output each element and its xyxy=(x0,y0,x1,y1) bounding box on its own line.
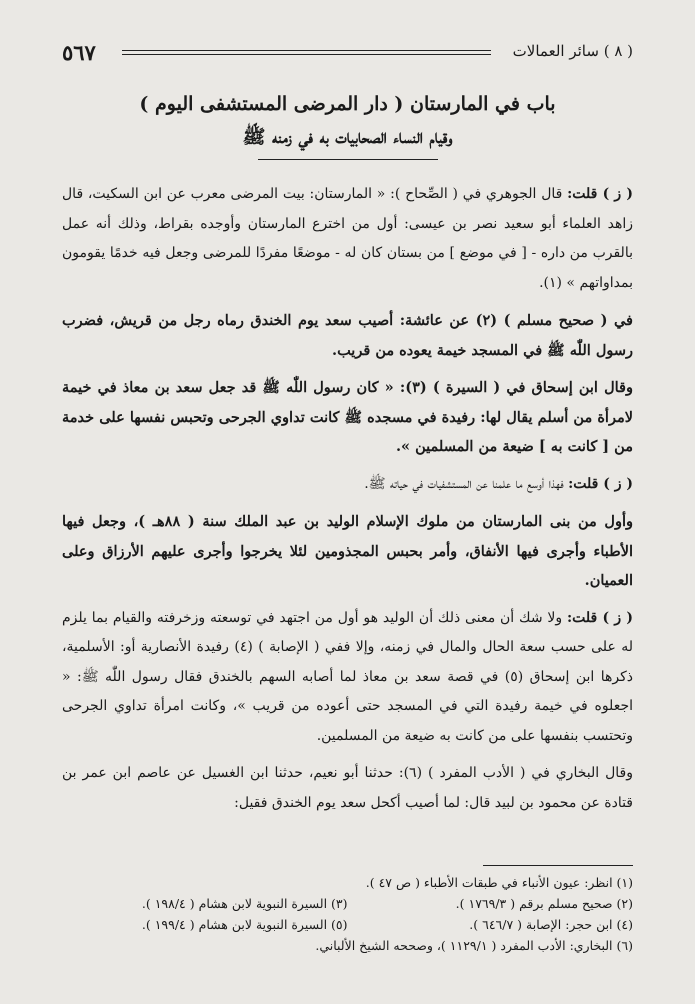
page-number: ٥٦٧ xyxy=(62,40,96,65)
chapter-title-line-1: باب في المارستان ( دار المرضى المستشفى اليوم ) xyxy=(139,93,556,115)
footnote-5: (٥) السيرة النبوية لابن هشام ( ١٩٩/٤ ). xyxy=(141,917,348,932)
header-double-rule xyxy=(122,50,491,55)
running-title: ( ٨ ) سائر العمالات xyxy=(512,42,633,60)
footnote-row xyxy=(62,914,633,935)
paragraph-6 xyxy=(62,604,633,752)
footnote-4: (٤) ابن حجر: الإصابة ( ٦٤٦/٧ ). xyxy=(469,917,633,932)
paragraph-text: وأول من بنى المارستان من ملوك الإسلام الوليد بن عبد الملك سنة ( ٨٨هـ )، وجعل فيها الأطباء وأجرى فيها الأنفاق، وأمر بحبس المجذومين لئلا يخرجوا وأجرى عليهم الأرزاق وعلى العميان. xyxy=(62,513,633,589)
paragraph-4 xyxy=(62,470,633,500)
footnotes xyxy=(62,865,633,956)
paragraph-1 xyxy=(62,180,633,298)
paragraph-2 xyxy=(62,306,633,365)
body-text xyxy=(62,180,633,826)
chapter-title xyxy=(60,88,635,154)
footnote-2: (٢) صحيح مسلم برقم ( ١٧٦٩/٣ ). xyxy=(455,896,633,911)
page-header xyxy=(62,38,633,68)
footnote-1: (١) انظر: عيون الأنباء في طبقات الأطباء ( ص ٤٧ ). xyxy=(365,875,633,890)
footnote-row xyxy=(62,893,633,914)
paragraph-lead: ( ز ) قلت: xyxy=(566,609,633,626)
paragraph-5 xyxy=(62,507,633,596)
paragraph-text: فهذا أوسع ما علمنا عن المستشفيات في حياته ﷺ. xyxy=(364,475,569,492)
footnote-separator xyxy=(483,865,633,866)
footnote-row xyxy=(62,872,633,893)
footnote-6: (٦) البخاري: الأدب المفرد ( ١١٢٩/١ )، وصححه الشيخ الألباني. xyxy=(315,938,633,953)
chapter-title-line-2: وقيام النساء الصحابيات به في زمنه ﷺ xyxy=(242,126,453,148)
paragraph-7 xyxy=(62,759,633,818)
paragraph-lead: ( ز ) قلت: xyxy=(567,186,634,202)
paragraph-text: وقال ابن إسحاق في ( السيرة ) (٣): « كان رسول اللّٰه ﷺ قد جعل سعد بن معاذ في خيمة لامرأة من أسلم يقال لها: رفيدة في مسجده ﷺ كانت تداوي الجرحى وتحبس نفسها على خدمة من [ كانت به ] ضيعة من المسلمين ». xyxy=(62,379,633,455)
paragraph-3 xyxy=(62,373,633,462)
footnote-3: (٣) السيرة النبوية لابن هشام ( ١٩٨/٤ ). xyxy=(141,896,348,911)
title-underline xyxy=(258,159,438,160)
paragraph-text: قال الجوهري في ( الصِّحاح ): « المارستان: بيت المرضى معرب عن ابن السكيت، قال زاهد العلماء أبو سعيد نصر بن عيسى: أول من اخترع المارستان وأوجده بقراط، وذلك أنه عمل بالقرب من داره - [ في موضع ] من بستان كان له - موضعًا مفردًا للمرضى وجعل فيه خدمًا يقومون بمداواتهم » (١). xyxy=(62,186,633,291)
paragraph-lead: ( ز ) قلت: xyxy=(568,475,633,492)
paragraph-text: وقال البخاري في ( الأدب المفرد ) (٦): حدثنا أبو نعيم، حدثنا ابن الغسيل عن عاصم ابن عمر بن قتادة عن محمود بن لبيد قال: لما أصيب أكحل سعد يوم الخندق فقيل: xyxy=(62,765,633,811)
paragraph-text: في ( صحيح مسلم ) (٢) عن عائشة: أصيب سعد يوم الخندق رماه رجل من قريش، فضرب رسول اللّٰه ﷺ في المسجد خيمة يعوده من قريب. xyxy=(62,312,633,359)
footnote-row xyxy=(62,935,633,956)
paragraph-text: ولا شك أن معنى ذلك أن الوليد هو أول من اجتهد في توسعته وزخرفته والقيام بما يلزم له على حسب سعة الحال والمال في زمنه، وإلا ففي ( الإصابة ) (٤) رفيدة الأنصارية أو: الأسلمية، ذكرها ابن إسحاق (٥) في قصة سعد بن معاذ لما أصابه السهم بالخندق فقال رسول اللّٰه ﷺ: « اجعلوه في خيمة رفيدة التي في المسجد حتى أعوده من قريب »، وكانت امرأة تداوي الجرحى وتحتسب بنفسها على من كانت به ضيعة من المسلمين. xyxy=(62,609,633,744)
